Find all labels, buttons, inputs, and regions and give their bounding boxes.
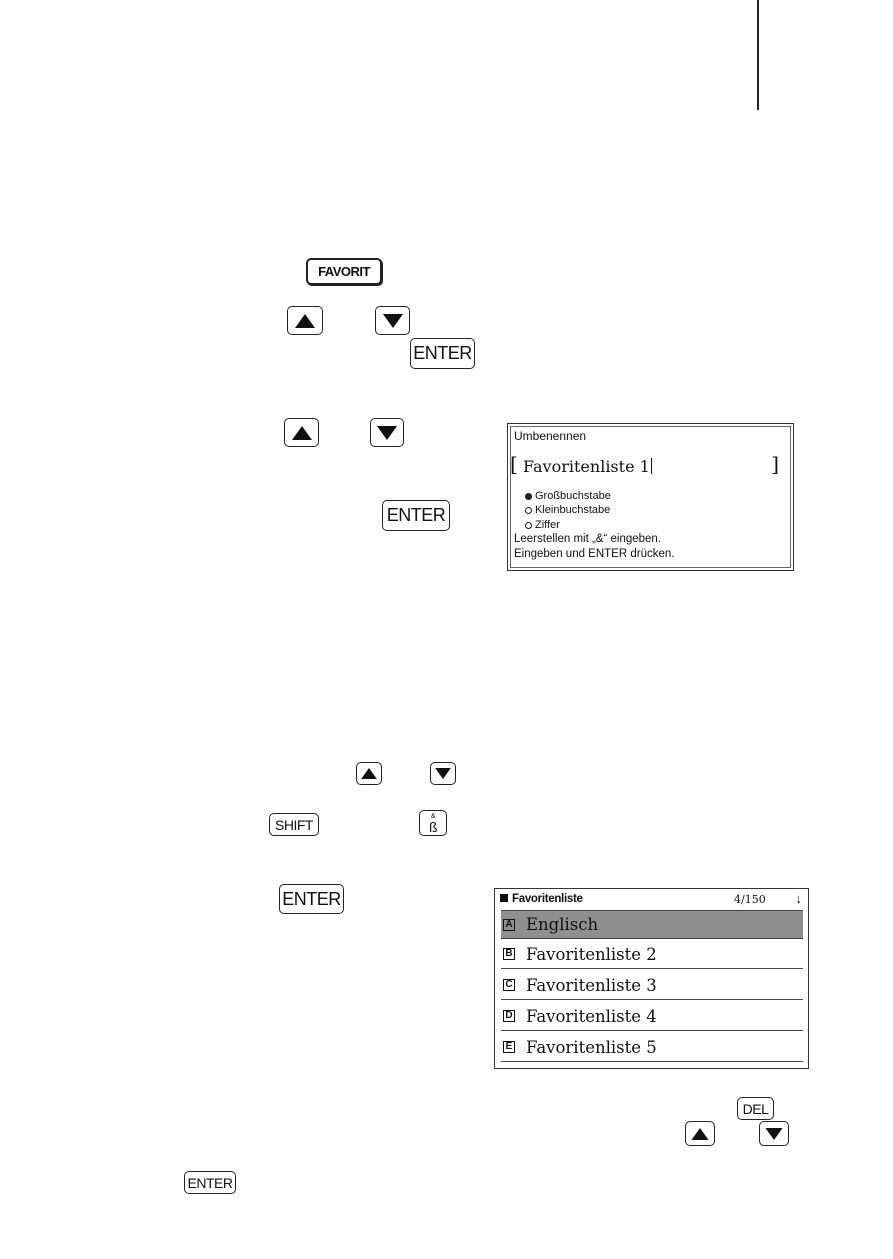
option-label: Ziffer [535, 519, 560, 531]
list-item[interactable] [501, 910, 803, 939]
letter-a-icon: A [503, 919, 515, 931]
list-item-label: Englisch [526, 915, 599, 934]
down-arrow-icon [765, 1128, 783, 1140]
rename-title: Umbenennen [514, 429, 587, 443]
name-input[interactable] [523, 457, 652, 476]
letter-d-icon: D [503, 1010, 515, 1022]
up-arrow-icon [295, 314, 315, 328]
scroll-down-icon: ↓ [795, 891, 802, 906]
list-item-label: Favoritenliste 2 [526, 944, 657, 964]
up-arrow-icon [691, 1128, 709, 1140]
up-arrow-icon [292, 426, 312, 440]
text-cursor [651, 458, 652, 474]
option-label: Großbuchstabe [535, 490, 611, 502]
favorit-key[interactable]: FAVORIT [306, 258, 382, 285]
list-count: 4/150 [734, 893, 766, 906]
radio-selected-icon [525, 493, 532, 500]
option-label: Kleinbuchstabe [535, 504, 611, 516]
up-arrow-icon [361, 768, 377, 779]
up-key[interactable] [284, 418, 319, 447]
up-key[interactable] [356, 762, 382, 785]
list-item[interactable] [501, 1002, 803, 1031]
up-key[interactable] [287, 306, 323, 335]
down-arrow-icon [435, 768, 451, 779]
list-item[interactable] [501, 971, 803, 1000]
del-key[interactable]: DEL [737, 1097, 774, 1120]
hint-spaces: Leerstellen mit „&“ eingeben. [514, 533, 662, 545]
radio-icon [525, 522, 532, 529]
down-key[interactable] [759, 1121, 789, 1146]
field-bracket-left: [ [510, 452, 518, 476]
list-item-label: Favoritenliste 5 [526, 1037, 657, 1057]
page-edge-line [757, 0, 759, 110]
list-item[interactable] [501, 940, 803, 969]
enter-key[interactable]: ENTER [184, 1171, 236, 1194]
letter-c-icon: C [503, 979, 515, 991]
up-key[interactable] [685, 1121, 715, 1146]
shift-key[interactable]: SHIFT [269, 813, 319, 836]
list-header [500, 893, 804, 907]
rename-screen [507, 423, 794, 571]
letter-b-icon: B [503, 948, 515, 960]
list-item-label: Favoritenliste 4 [526, 1006, 657, 1026]
down-key[interactable] [430, 762, 456, 785]
list-item-label: Favoritenliste 3 [526, 975, 657, 995]
option-digit[interactable] [525, 519, 560, 531]
field-bracket-right: ] [771, 452, 779, 476]
letter-e-icon: E [503, 1041, 515, 1053]
down-key[interactable] [370, 418, 404, 447]
radio-icon [525, 507, 532, 514]
eszett-key[interactable] [419, 810, 447, 836]
eszett-key-primary: ß [428, 818, 438, 835]
square-icon [500, 894, 508, 902]
enter-key[interactable]: ENTER [279, 884, 344, 914]
option-uppercase[interactable] [525, 490, 611, 502]
down-arrow-icon [377, 426, 397, 440]
favorites-list-screen [494, 888, 809, 1069]
enter-key[interactable]: ENTER [382, 500, 450, 531]
eszett-key-secondary: & [430, 812, 436, 820]
down-key[interactable] [375, 306, 410, 335]
option-lowercase[interactable] [525, 504, 610, 516]
name-input-value: Favoritenliste 1 [523, 457, 650, 476]
hint-enter: Eingeben und ENTER drücken. [514, 548, 675, 560]
enter-key[interactable]: ENTER [410, 338, 475, 369]
list-item[interactable] [501, 1033, 803, 1062]
down-arrow-icon [383, 314, 403, 328]
list-title: Favoritenliste [500, 893, 583, 905]
